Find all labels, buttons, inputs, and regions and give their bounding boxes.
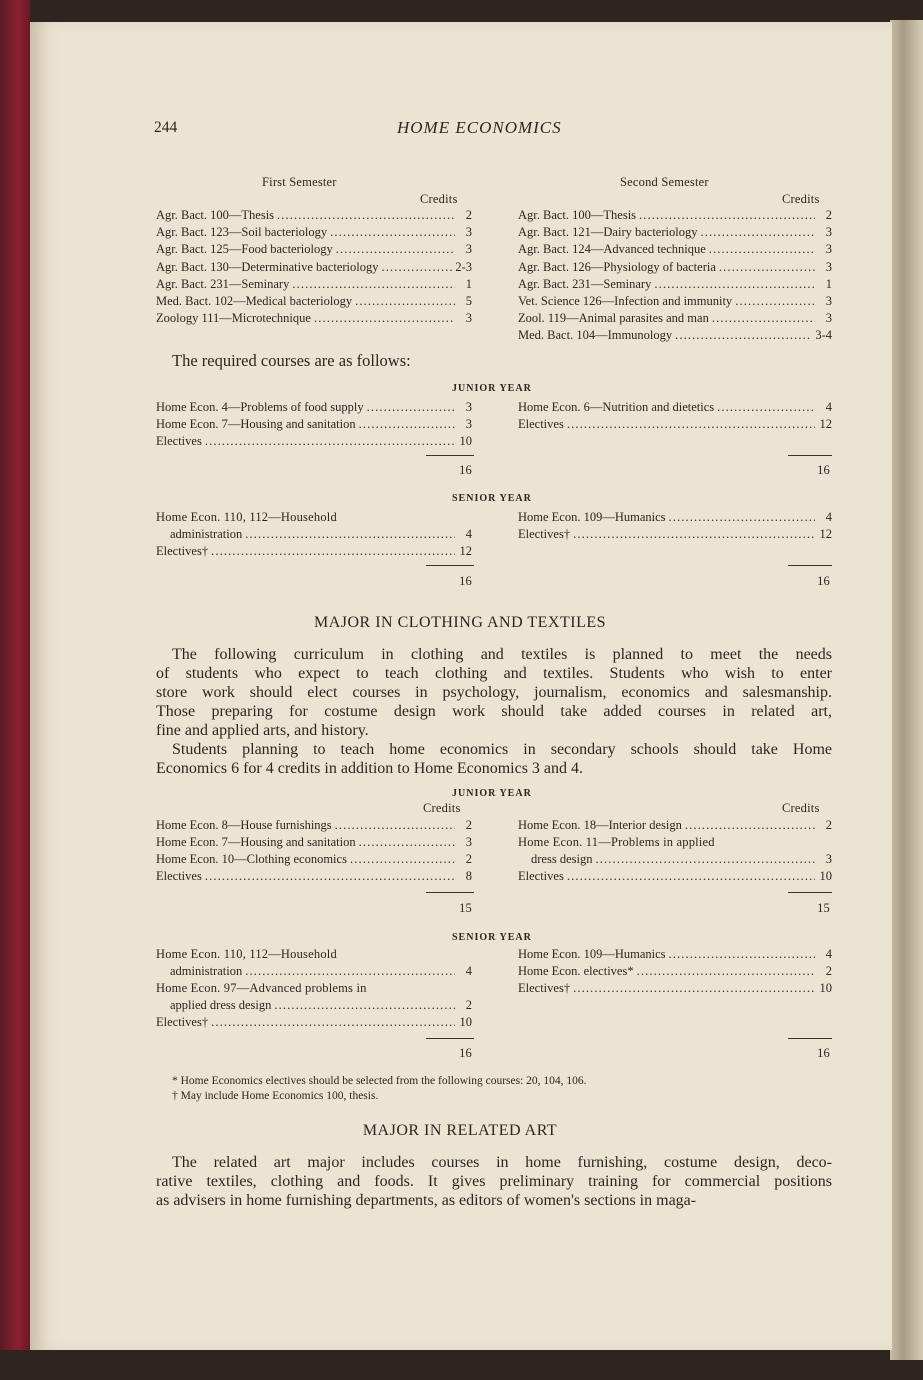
leader-dots <box>314 311 455 326</box>
course-name: Electives† <box>518 981 571 995</box>
junior-total-left: 16 <box>459 463 472 477</box>
course-row <box>156 208 472 223</box>
course-row <box>156 311 472 326</box>
course-row <box>518 981 832 996</box>
leader-dots <box>350 852 455 867</box>
clothing-junior-total-left: 15 <box>459 901 472 915</box>
paragraph-line: of students who expect to teach clothing and textiles. Students who wish to enter <box>156 665 832 682</box>
senior-year-label: SENIOR YEAR <box>452 493 532 504</box>
course-credits: 3 <box>825 225 832 240</box>
course-name: Home Econ. electives* <box>518 964 634 978</box>
related-art-heading: MAJOR IN RELATED ART <box>362 1122 558 1139</box>
course-row <box>518 417 832 432</box>
clothing-junior-label: JUNIOR YEAR <box>452 788 532 799</box>
leader-dots <box>245 527 455 542</box>
course-name: Electives† <box>518 527 571 541</box>
course-row: Electives† . . . 10 <box>156 1015 472 1030</box>
course-line: Home Econ. 97—Advanced problems in <box>156 981 367 995</box>
course-credits: 3 <box>465 311 472 326</box>
course-name: Agr. Bact. 231—Seminary <box>518 276 652 291</box>
course-credits: 2 <box>465 208 472 222</box>
course-name: Agr. Bact. 100—Thesis <box>156 208 275 222</box>
total-rule <box>788 1038 832 1039</box>
course-credits: 3 <box>825 311 832 326</box>
total-rule <box>426 565 474 566</box>
clothing-junior-total-right: 15 <box>817 901 830 915</box>
course-row <box>518 527 832 542</box>
course-credits: 2 <box>825 964 832 978</box>
total-rule <box>426 892 474 893</box>
course-row <box>518 225 832 240</box>
binding-bottom <box>0 1350 923 1380</box>
total-rule <box>788 892 832 893</box>
paragraph-line: as advisers in home furnishing departments, as editors of women's sections in maga- <box>156 1192 697 1209</box>
course-credits: 12 <box>459 544 472 558</box>
course-row <box>518 510 832 525</box>
course-line: Home Econ. 110, 112—Household <box>156 947 337 961</box>
credits-header-left: Credits <box>423 801 461 815</box>
leader-dots <box>330 225 455 240</box>
leader-dots <box>735 294 815 309</box>
credits-header-right: Credits <box>782 192 820 206</box>
paragraph-line: Economics 6 for 4 credits in addition to Home Economics 3 and 4. <box>156 760 584 777</box>
course-row: dress design . . . 3 <box>531 852 832 867</box>
second-semester-heading: Second Semester <box>620 175 709 189</box>
course-credits: 3 <box>825 242 832 257</box>
leader-dots <box>675 328 812 343</box>
leader-dots <box>205 869 455 884</box>
leader-dots <box>639 208 815 223</box>
leader-dots <box>277 208 455 223</box>
course-credits: 8 <box>465 869 472 883</box>
leader-dots <box>669 510 815 525</box>
course-credits: 3 <box>465 417 472 431</box>
course-line: Home Econ. 11—Problems in applied <box>518 835 715 849</box>
course-credits: 5 <box>465 294 472 308</box>
course-name: Electives <box>156 434 202 448</box>
paragraph-line: The following curriculum in clothing and textiles is planned to meet the needs <box>172 646 832 663</box>
paragraph-line: fine and applied arts, and history. <box>156 722 369 739</box>
course-row <box>518 311 832 326</box>
course-row <box>518 947 832 962</box>
paragraph-line: The related art major includes courses in home furnishing, costume design, deco- <box>172 1154 832 1171</box>
course-row <box>170 527 472 542</box>
page-number: 244 <box>154 119 178 136</box>
paragraph-line: Students planning to teach home economics in secondary schools should take Home <box>172 741 832 758</box>
course-row <box>156 294 472 309</box>
leader-dots <box>355 294 455 309</box>
leader-dots <box>669 947 815 962</box>
leader-dots <box>700 225 815 240</box>
course-row <box>156 225 472 240</box>
course-credits: 4 <box>825 400 832 414</box>
paragraph-line: rative textiles, clothing and foods. It gives preliminary training for commercial positions <box>156 1173 832 1190</box>
course-credits: 2 <box>825 208 832 222</box>
course-row <box>156 818 472 833</box>
course-credits: 10 <box>459 434 472 448</box>
course-credits: 4 <box>825 947 832 961</box>
course-name: Zoology 111—Microtechnique <box>156 311 311 326</box>
course-name: Home Econ. 6—Nutrition and dietetics <box>518 400 715 414</box>
course-row <box>156 434 472 449</box>
course-credits: 3 <box>465 225 472 240</box>
course-name: Agr. Bact. 124—Advanced technique <box>518 242 706 257</box>
course-row <box>156 544 472 559</box>
leader-dots <box>573 527 815 542</box>
course-row <box>156 835 472 850</box>
junior-total-right: 16 <box>817 463 830 477</box>
leader-dots <box>367 400 455 415</box>
total-rule <box>788 455 832 456</box>
course-row <box>156 852 472 867</box>
course-credits: 3 <box>825 294 832 308</box>
course-name: Agr. Bact. 126—Physiology of bacteria <box>518 259 716 274</box>
course-name: Agr. Bact. 231—Seminary <box>156 276 290 291</box>
senior-total-left: 16 <box>459 574 472 588</box>
leader-dots <box>359 835 455 850</box>
paragraph-line: store work should elect courses in psychology, journalism, economics and salesmanship. <box>156 684 832 701</box>
total-rule <box>426 1038 474 1039</box>
course-name: Agr. Bact. 130—Determinative bacteriology <box>156 259 379 274</box>
total-rule <box>426 455 474 456</box>
course-credits: 1 <box>465 276 472 291</box>
book-page <box>30 22 892 1350</box>
leader-dots <box>205 434 455 449</box>
course-name: Zool. 119—Animal parasites and man <box>518 311 709 326</box>
leader-dots <box>637 964 815 979</box>
page-edges <box>890 20 923 1360</box>
course-name: Agr. Bact. 121—Dairy bacteriology <box>518 225 698 240</box>
leader-dots <box>719 260 815 275</box>
course-name: Med. Bact. 104—Immunology <box>518 328 673 343</box>
course-credits: 3 <box>465 835 472 849</box>
course-credits: 10 <box>819 981 832 995</box>
leader-dots <box>292 277 455 292</box>
course-row: applied dress design . . . 2 <box>170 998 472 1013</box>
course-credits: 4 <box>825 510 832 524</box>
course-credits: 12 <box>819 527 832 541</box>
course-credits: 2-3 <box>455 259 472 274</box>
clothing-senior-total-right: 16 <box>817 1046 830 1060</box>
required-intro: The required courses are as follows: <box>172 351 411 370</box>
red-book-binding <box>0 0 30 1380</box>
course-row <box>156 417 472 432</box>
clothing-senior-label: SENIOR YEAR <box>452 932 532 943</box>
course-name: Home Econ. 7—Housing and sanitation <box>156 835 356 849</box>
course-row <box>518 294 832 309</box>
course-name: Vet. Science 126—Infection and immunity <box>518 294 733 308</box>
course-row <box>518 400 832 415</box>
course-credits: 1 <box>825 276 832 291</box>
course-row <box>518 328 832 343</box>
running-title: HOME ECONOMICS <box>397 118 562 137</box>
senior-total-right: 16 <box>817 574 830 588</box>
course-name: Home Econ. 10—Clothing economics <box>156 852 347 866</box>
leader-dots <box>382 260 453 275</box>
course-credits: 3 <box>465 242 472 257</box>
course-name: Home Econ. 8—House furnishings <box>156 818 332 832</box>
credits-header-left: Credits <box>420 192 458 206</box>
course-credits: 4 <box>465 527 472 541</box>
course-name: Home Econ. 4—Problems of food supply <box>156 400 364 414</box>
course-name: Electives† <box>156 544 209 558</box>
leader-dots <box>717 400 815 415</box>
course-credits: 12 <box>819 417 832 431</box>
leader-dots <box>654 277 815 292</box>
leader-dots <box>709 242 815 257</box>
course-credits: 3 <box>825 259 832 274</box>
course-credits: 2 <box>465 818 472 832</box>
course-name: Agr. Bact. 100—Thesis <box>518 208 637 222</box>
leader-dots <box>712 311 815 326</box>
junior-year-label: JUNIOR YEAR <box>452 383 532 394</box>
leader-dots <box>336 242 455 257</box>
clothing-senior-total-left: 16 <box>459 1046 472 1060</box>
course-name: Home Econ. 109—Humanics <box>518 947 666 961</box>
total-rule <box>788 565 832 566</box>
course-row: Electives . . . 10 <box>518 869 832 884</box>
course-name: Home Econ. 109—Humanics <box>518 510 666 524</box>
course-name: Electives <box>518 417 564 431</box>
course-row <box>156 400 472 415</box>
course-line: Home Econ. 110, 112—Household <box>156 510 337 524</box>
leader-dots <box>359 417 455 432</box>
course-row: Home Econ. 18—Interior design . . . 2 <box>518 818 832 833</box>
course-row <box>518 964 832 979</box>
course-name: Home Econ. 7—Housing and sanitation <box>156 417 356 431</box>
course-row <box>518 260 832 275</box>
course-credits: 2 <box>465 852 472 866</box>
course-row <box>518 277 832 292</box>
course-credits: 3-4 <box>815 328 832 343</box>
course-credits: 3 <box>465 400 472 414</box>
course-row <box>156 260 472 275</box>
leader-dots <box>567 417 815 432</box>
course-row <box>156 242 472 257</box>
course-row <box>518 242 832 257</box>
course-name: Agr. Bact. 125—Food bacteriology <box>156 242 333 257</box>
footnote-asterisk: * Home Economics electives should be selected from the following courses: 20, 104, 106. <box>172 1075 587 1087</box>
course-row <box>518 208 832 223</box>
course-row <box>156 277 472 292</box>
course-row: administration . . . 4 <box>170 964 472 979</box>
course-name: Electives <box>156 869 202 883</box>
paragraph-line: Those preparing for costume design work should take added courses in related art, <box>156 703 832 720</box>
credits-header-right: Credits <box>782 801 820 815</box>
clothing-heading: MAJOR IN CLOTHING AND TEXTILES <box>313 614 607 631</box>
footnote-dagger: † May include Home Economics 100, thesis. <box>172 1090 379 1102</box>
course-row <box>156 869 472 884</box>
course-name: Med. Bact. 102—Medical bacteriology <box>156 294 353 308</box>
course-name: Agr. Bact. 123—Soil bacteriology <box>156 225 328 240</box>
leader-dots <box>211 544 455 559</box>
course-name: administration <box>170 527 243 541</box>
leader-dots <box>573 981 815 996</box>
first-semester-heading: First Semester <box>262 175 337 189</box>
leader-dots <box>335 818 455 833</box>
